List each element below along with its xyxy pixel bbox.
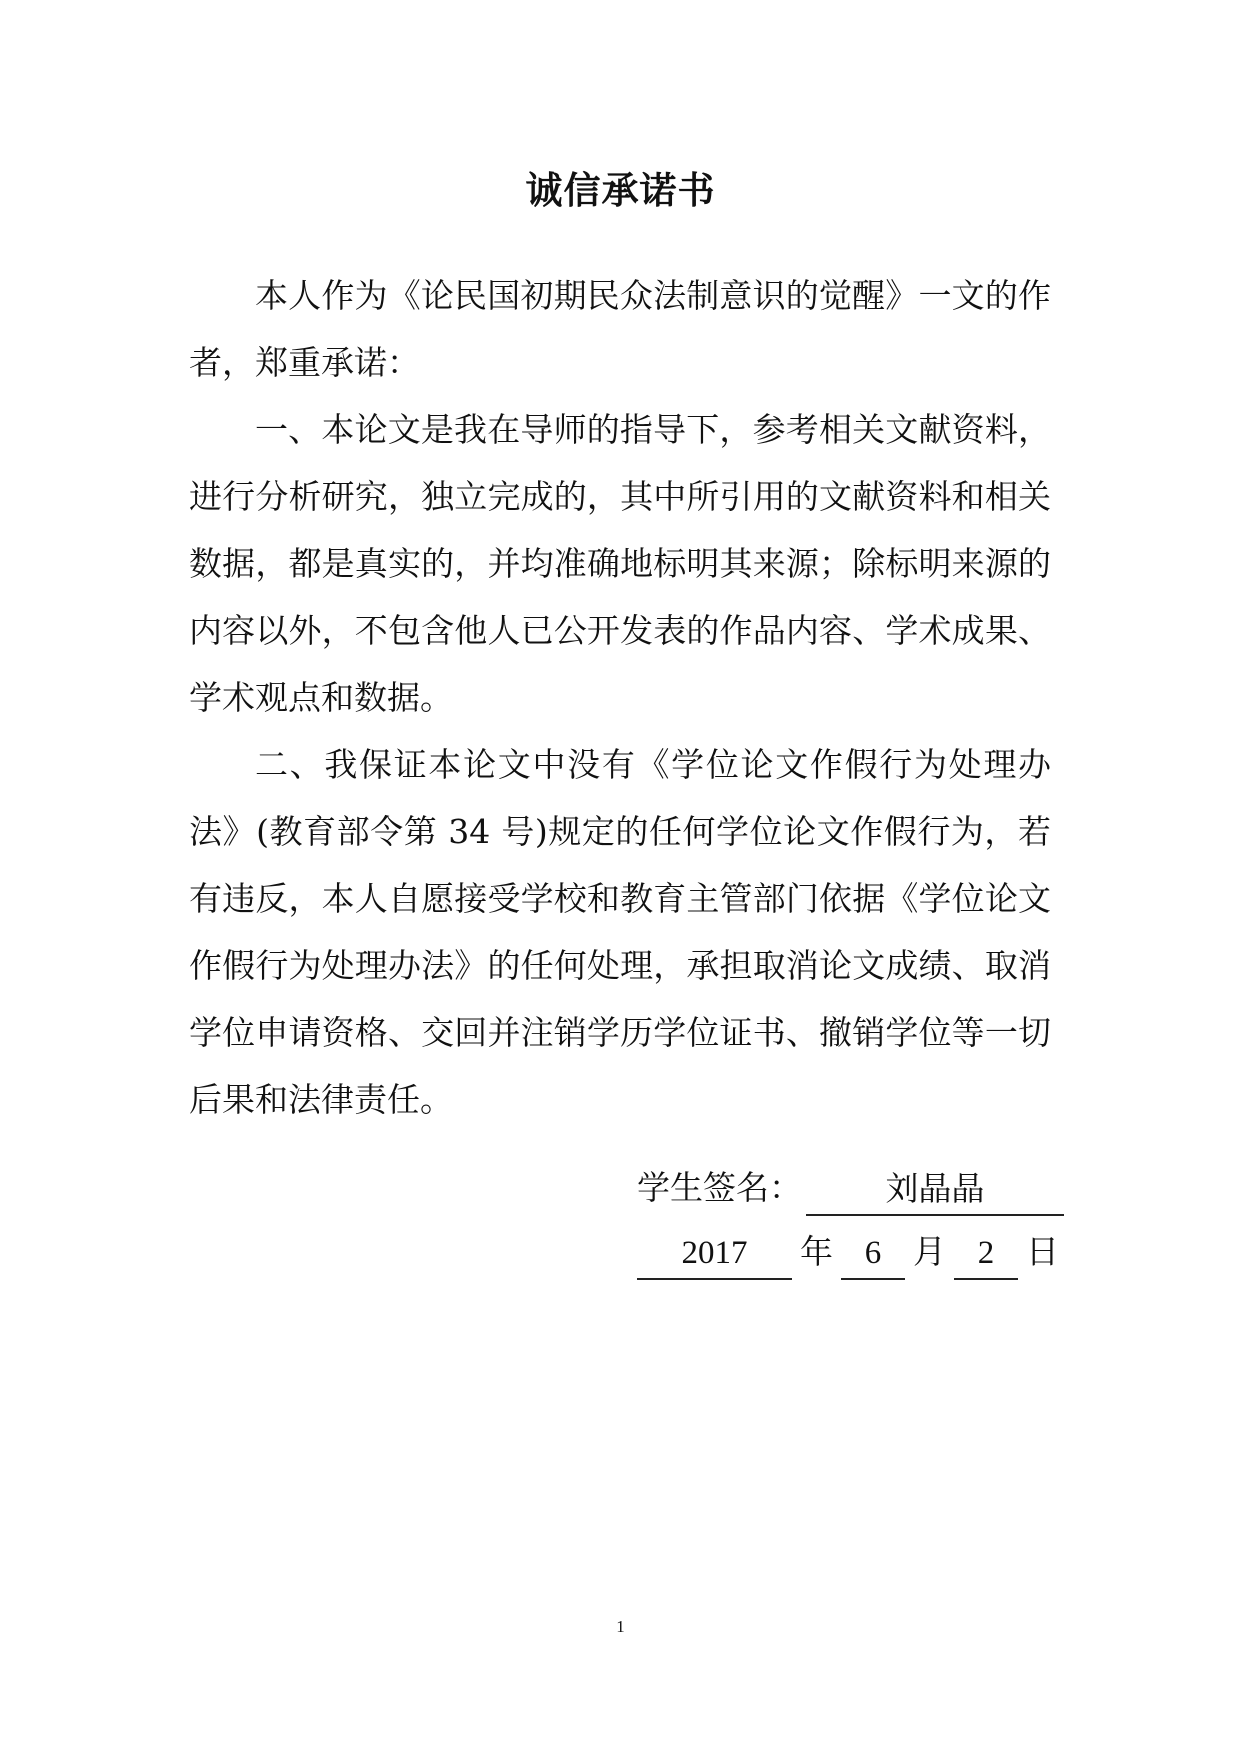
page-number: 1 [616, 1617, 625, 1636]
date-month-field: 6 [841, 1228, 905, 1280]
date-year-unit: 年 [800, 1232, 833, 1271]
date-day-field: 2 [954, 1228, 1018, 1280]
date-year-field: 2017 [637, 1228, 792, 1280]
clause-two-paragraph: 二、我保证本论文中没有《学位论文作假行为处理办法》(教育部令第 34 号)规定的任何学位论文作假行为，若有违反，本人自愿接受学校和教育主管部门依据《学位论文作假行为处理办法》的任何处理，承担取消论文成绩、取消学位申请资格、交回并注销学历学位证书、撤销学位等一切后果和法律责任。 [189, 745, 1051, 1119]
commitment-body [189, 262, 1051, 1133]
date-day-unit: 日 [1026, 1232, 1059, 1271]
intro-paragraph: 本人作为《论民国初期民众法制意识的觉醒》一文的作者，郑重承诺： [189, 276, 1051, 382]
date-month-unit: 月 [913, 1232, 946, 1271]
date-row [637, 1224, 1067, 1280]
signature-name-field: 刘晶晶 [806, 1164, 1064, 1216]
signature-row [637, 1160, 1067, 1216]
page-title: 诚信承诺书 [525, 168, 716, 212]
signature-label: 学生签名： [637, 1168, 802, 1207]
clause-one-paragraph: 一、本论文是我在导师的指导下，参考相关文献资料，进行分析研究，独立完成的，其中所引用的文献资料和相关数据，都是真实的，并均准确地标明其来源；除标明来源的内容以外，不包含他人已公开发表的作品内容、学术成果、学术观点和数据。 [189, 410, 1051, 717]
signature-block [637, 1160, 1067, 1280]
